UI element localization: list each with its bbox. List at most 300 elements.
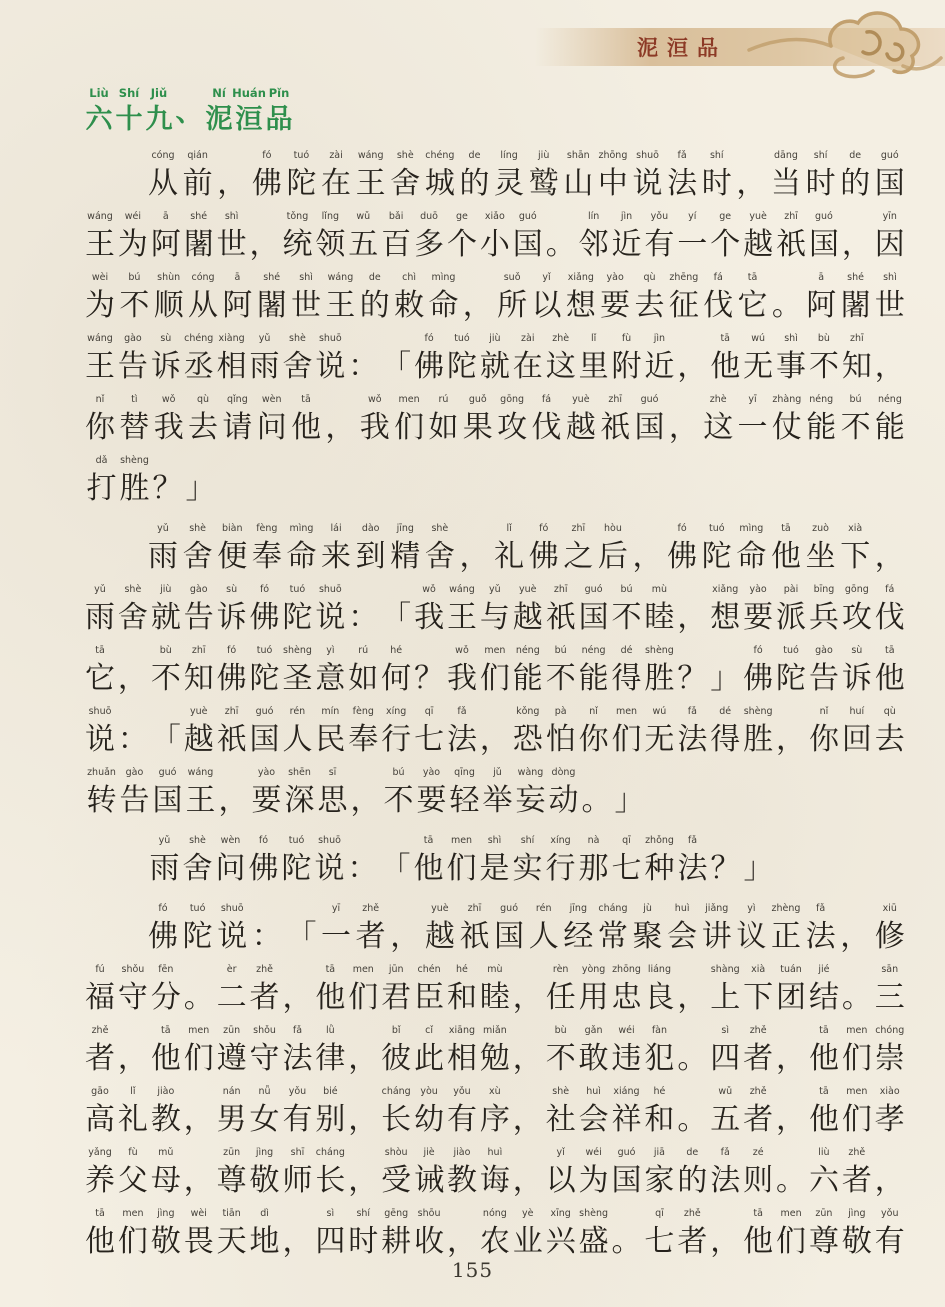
hanzi-character: 诉 [841, 661, 872, 696]
pinyin-annotation: jiù [538, 150, 550, 161]
hanzi-character: 世 [291, 288, 322, 323]
ruby-cell [710, 963, 740, 1024]
pinyin-annotation: dé [620, 645, 633, 656]
ruby-cell [633, 522, 663, 583]
pinyin-annotation: jìn [620, 211, 633, 222]
pinyin-annotation: tuó [293, 150, 310, 161]
pinyin-annotation: yào [749, 584, 767, 595]
hanzi-character: 去 [874, 722, 905, 757]
text-line [85, 644, 905, 705]
ruby-cell [348, 583, 378, 644]
hanzi-character: 里 [578, 349, 609, 384]
ruby-cell [809, 1024, 839, 1085]
pinyin-annotation: fǎ [292, 1025, 303, 1036]
hanzi-character: 、 [175, 97, 203, 128]
pinyin-annotation: shēn [288, 767, 311, 778]
hanzi-character: 下 [743, 980, 774, 1015]
ruby-cell [414, 705, 444, 766]
ruby-cell [513, 332, 543, 393]
hanzi-character: 时 [348, 1224, 379, 1259]
pinyin-annotation: fó [258, 835, 269, 846]
pinyin-annotation: fàn [651, 1025, 667, 1036]
pinyin-annotation: jiè [423, 1147, 435, 1158]
ruby-cell [480, 1146, 510, 1207]
pinyin-annotation: tā [325, 964, 336, 975]
ruby-cell [348, 963, 378, 1024]
hanzi-character: 奉 [348, 722, 379, 757]
hanzi-character: 。 [581, 783, 612, 818]
ruby-cell [643, 834, 676, 895]
ruby-cell [447, 1085, 477, 1146]
pinyin-annotation: yào [422, 767, 441, 778]
pinyin-annotation: guǒ [468, 394, 487, 405]
hanzi-character: 法 [710, 1163, 741, 1198]
pinyin-annotation: bīng [813, 584, 835, 595]
ruby-cell [644, 963, 674, 1024]
hanzi-character: 闍 [256, 288, 287, 323]
hanzi-character: 「 [286, 919, 317, 954]
pinyin-annotation: shì [883, 272, 897, 283]
hanzi-character: 以 [531, 288, 562, 323]
hanzi-character: 诉 [216, 600, 247, 635]
pinyin-annotation: gōng [844, 584, 869, 595]
hanzi-character: 在 [321, 166, 352, 201]
pinyin-annotation: guó [640, 394, 659, 405]
pinyin-annotation: fǎ [720, 1147, 730, 1158]
ruby-cell [448, 766, 481, 827]
ruby-cell [184, 1146, 214, 1207]
ruby-cell [144, 87, 174, 136]
pinyin-annotation: wáng [87, 211, 113, 222]
ruby-cell [544, 834, 577, 895]
hanzi-character: 佛 [148, 919, 178, 954]
text-line [85, 834, 905, 895]
ruby-cell [463, 393, 493, 454]
hanzi-character: 敢 [578, 1041, 609, 1076]
ruby-cell [513, 705, 543, 766]
ruby-cell [381, 1024, 411, 1085]
hanzi-character: 命 [286, 539, 317, 574]
pinyin-annotation: huì [674, 903, 690, 914]
ruby-cell [315, 210, 345, 271]
ruby-cell [463, 271, 493, 332]
hanzi-character: 佛 [249, 600, 280, 635]
pinyin-annotation: zhī [571, 523, 586, 534]
pinyin-annotation: wǒ [422, 584, 436, 595]
ruby-cell [644, 210, 674, 271]
hanzi-character: 尊 [216, 1163, 247, 1198]
pinyin-annotation: tì [131, 394, 138, 405]
ruby-cell [85, 332, 115, 393]
pinyin-annotation: jìng [157, 1208, 175, 1219]
pinyin-annotation: yǔ [258, 333, 271, 344]
pinyin-annotation: zài [329, 150, 343, 161]
ruby-cell [348, 705, 378, 766]
ruby-cell [447, 210, 477, 271]
hanzi-character: 与 [479, 600, 510, 635]
hanzi-character: 讲 [701, 919, 732, 954]
ruby-cell [710, 644, 740, 705]
ruby-cell [414, 644, 444, 705]
ruby-cell [348, 210, 378, 271]
ruby-cell [546, 705, 576, 766]
ruby-cell [514, 766, 547, 827]
hanzi-character: 」 [614, 783, 645, 818]
pinyin-annotation: gǎn [584, 1025, 603, 1036]
hanzi-character: 佛 [743, 661, 774, 696]
ruby-cell [577, 834, 610, 895]
hanzi-character: 地 [249, 1224, 280, 1259]
pinyin-annotation: fǎ [815, 903, 826, 914]
ruby-cell [743, 332, 773, 393]
hanzi-character: 知 [841, 349, 872, 384]
hanzi-character: 告 [808, 661, 839, 696]
pinyin-annotation: zhēng [669, 272, 699, 283]
page-number: 155 [451, 1258, 494, 1282]
pinyin-annotation: jiǎng [705, 903, 729, 914]
hanzi-character: ， [677, 980, 708, 1015]
pinyin-annotation: zhī [191, 645, 206, 656]
pinyin-annotation: men [780, 1208, 802, 1219]
hanzi-character: 问 [256, 410, 287, 445]
pinyin-annotation: nǐ [589, 706, 598, 717]
hanzi-character: 和 [446, 980, 477, 1015]
ruby-cell [875, 705, 905, 766]
ruby-cell [447, 963, 477, 1024]
ruby-cell [222, 271, 252, 332]
hanzi-character: 附 [611, 349, 642, 384]
pinyin-annotation: yǒu [453, 1086, 471, 1097]
ruby-cell [480, 583, 510, 644]
hanzi-character: ， [512, 1041, 543, 1076]
hanzi-character: 」 [185, 471, 216, 506]
pinyin-annotation: shí [813, 150, 828, 161]
hanzi-character: 能 [874, 410, 905, 445]
hanzi-character: 是 [479, 851, 510, 886]
ruby-cell [743, 644, 773, 705]
pinyin-annotation: wéi [124, 211, 142, 222]
ruby-cell [85, 963, 115, 1024]
hanzi-character: 问 [215, 851, 246, 886]
hanzi-character: 王 [185, 783, 216, 818]
ruby-cell [529, 149, 559, 210]
hanzi-character: 领 [315, 227, 346, 262]
ruby-cell [325, 393, 355, 454]
hanzi-character: 越 [565, 410, 596, 445]
ruby-cell [809, 1146, 839, 1207]
ruby-cell [806, 393, 836, 454]
hanzi-character: 恐 [512, 722, 543, 757]
ruby-cell [222, 393, 252, 454]
pinyin-annotation: jūn [388, 964, 404, 975]
ruby-cell [842, 1085, 872, 1146]
hanzi-character: 伐 [703, 288, 734, 323]
hanzi-character: 。 [776, 1163, 807, 1198]
pinyin-annotation: shèng [283, 645, 312, 656]
pinyin-annotation: fēn [158, 964, 174, 975]
pinyin-annotation: fǎ [457, 706, 467, 717]
ruby-cell [494, 902, 524, 963]
ruby-cell [875, 332, 905, 393]
pinyin-annotation: wǔ [356, 211, 371, 222]
hanzi-character: 有 [282, 1102, 313, 1137]
hanzi-character: 中 [597, 166, 628, 201]
hanzi-character: 一 [737, 410, 768, 445]
hanzi-character: 民 [315, 722, 346, 757]
hanzi-character: ： [348, 349, 379, 384]
hanzi-character: 农 [479, 1224, 510, 1259]
hanzi-character: 法 [667, 166, 698, 201]
hanzi-character: 「 [381, 349, 412, 384]
hanzi-character: 有 [874, 1224, 905, 1259]
hanzi-character: 臣 [414, 980, 445, 1015]
hanzi-character: ， [776, 1102, 807, 1137]
hanzi-character: 去 [188, 410, 219, 445]
ruby-cell [356, 522, 386, 583]
hanzi-character: ， [390, 919, 421, 954]
hanzi-character: 议 [736, 919, 767, 954]
ruby-cell [842, 332, 872, 393]
pinyin-annotation: guó [518, 211, 537, 222]
hanzi-character: 他 [808, 1102, 839, 1137]
hanzi-character: 。 [771, 288, 802, 323]
ruby-cell [428, 271, 458, 332]
hanzi-character: 种 [644, 851, 675, 886]
pinyin-annotation: yì [747, 903, 756, 914]
hanzi-character: 知 [183, 661, 214, 696]
ruby-cell [480, 963, 510, 1024]
hanzi-character: 世 [874, 288, 905, 323]
pinyin-annotation: zài [521, 333, 535, 344]
hanzi-character: 二 [216, 980, 247, 1015]
pinyin-annotation: shí [520, 835, 535, 846]
pinyin-annotation: men [484, 645, 506, 656]
hanzi-character: 国 [152, 783, 183, 818]
pinyin-annotation: shè [189, 523, 207, 534]
pinyin-annotation: wáng [449, 584, 475, 595]
ruby-cell [738, 271, 768, 332]
ruby-cell [710, 210, 740, 271]
hanzi-character: 伐 [874, 600, 905, 635]
pinyin-annotation: tā [884, 645, 895, 656]
pinyin-annotation: shè [396, 150, 414, 161]
hanzi-character: 要 [743, 600, 774, 635]
pinyin-annotation: yuè [519, 584, 537, 595]
pinyin-annotation: tiān [222, 1208, 241, 1219]
ruby-cell [84, 87, 114, 136]
pinyin-annotation: liáng [647, 964, 671, 975]
ruby-cell [321, 902, 351, 963]
pinyin-annotation: guó [500, 903, 519, 914]
ruby-cell [257, 271, 287, 332]
hanzi-character: 无 [743, 349, 774, 384]
ruby-cell [547, 766, 580, 827]
ruby-cell [776, 210, 806, 271]
pinyin-annotation: fèng [352, 706, 374, 717]
hanzi-character: 打 [86, 471, 117, 506]
ruby-cell [579, 583, 609, 644]
hanzi-character: 圣 [282, 661, 313, 696]
hanzi-character: 法 [677, 851, 708, 886]
hanzi-character: 天 [216, 1224, 247, 1259]
hanzi-character: ， [677, 600, 708, 635]
ruby-cell [217, 1085, 247, 1146]
hanzi-character: ， [117, 1041, 148, 1076]
pinyin-annotation: bú [849, 394, 862, 405]
pinyin-annotation: tā [819, 1025, 829, 1036]
ruby-cell [217, 1146, 247, 1207]
ruby-cell [174, 80, 204, 129]
ruby-cell [85, 271, 115, 332]
pinyin-annotation: dǎ [95, 455, 108, 466]
ruby-cell [85, 766, 118, 827]
ruby-cell [809, 963, 839, 1024]
pinyin-annotation: èr [226, 964, 237, 975]
hanzi-character: 事 [776, 349, 807, 384]
hanzi-character: 雨 [149, 851, 180, 886]
pinyin-annotation: zhī [608, 394, 622, 405]
hanzi-character: ， [350, 783, 381, 818]
hanzi-character: ， [776, 722, 807, 757]
ruby-cell [184, 963, 214, 1024]
hanzi-character: 越 [424, 919, 455, 954]
ruby-cell [635, 393, 665, 454]
ruby-cell [531, 271, 561, 332]
pinyin-annotation: guó [880, 150, 899, 161]
hanzi-character: 和 [644, 1102, 675, 1137]
hanzi-character: ， [632, 539, 663, 574]
pinyin-annotation: yī [748, 394, 757, 405]
hanzi-character: 国 [611, 1163, 642, 1198]
pinyin-annotation: shì [784, 333, 798, 344]
pinyin-annotation: ā [818, 272, 825, 283]
hanzi-character: 相 [446, 1041, 477, 1076]
hanzi-character: 近 [611, 227, 642, 262]
pinyin-annotation: huì [586, 1086, 601, 1097]
pinyin-annotation: sì [326, 1208, 335, 1219]
hanzi-character: 祥 [611, 1102, 642, 1137]
pinyin-annotation: qī [424, 706, 434, 717]
pinyin-annotation: chén [417, 964, 441, 975]
pinyin-annotation: zhī [224, 706, 239, 717]
pinyin-annotation: miǎn [483, 1025, 507, 1036]
ruby-cell [776, 583, 806, 644]
ruby-cell [148, 522, 178, 583]
hanzi-character: ， [249, 227, 280, 262]
hanzi-character: 分 [150, 980, 181, 1015]
hanzi-character: 睦 [479, 980, 510, 1015]
hanzi-character: 陀 [282, 600, 313, 635]
hanzi-character: 轻 [449, 783, 480, 818]
pinyin-annotation: xiǎo [484, 211, 505, 222]
pinyin-annotation: tǒng [286, 211, 309, 222]
hanzi-character: 个 [446, 227, 477, 262]
pinyin-annotation: mìng [739, 523, 764, 534]
hanzi-character: 雨 [249, 349, 280, 384]
pinyin-annotation: jīng [569, 903, 587, 914]
ruby-cell [743, 1085, 773, 1146]
pinyin-annotation: shè [124, 584, 142, 595]
hanzi-character: ， [282, 980, 313, 1015]
pinyin-annotation: shǒu [121, 964, 145, 975]
ruby-cell [546, 210, 576, 271]
hanzi-character: 阿 [806, 288, 837, 323]
ruby-cell [184, 1085, 214, 1146]
pinyin-annotation: fó [539, 523, 549, 534]
hanzi-character: ： [348, 600, 379, 635]
ruby-cell [348, 644, 378, 705]
ruby-cell [776, 1146, 806, 1207]
ruby-cell [677, 644, 707, 705]
ruby-cell [513, 963, 543, 1024]
pinyin-annotation: cháng [315, 1147, 345, 1158]
pinyin-annotation: yào [257, 767, 276, 778]
hanzi-character: 征 [668, 288, 699, 323]
text-line [85, 149, 905, 210]
hanzi-character: 请 [222, 410, 253, 445]
hanzi-character: 序 [479, 1102, 510, 1137]
hanzi-character: 君 [381, 980, 412, 1015]
pinyin-annotation: jiào [453, 1147, 471, 1158]
ruby-cell [184, 1024, 214, 1085]
pinyin-annotation: huí [849, 706, 865, 717]
pinyin-annotation: fó [158, 903, 168, 914]
pinyin-annotation: jìng [255, 1147, 274, 1158]
pinyin-annotation: jǔ [493, 767, 502, 778]
ruby-cell [315, 1146, 345, 1207]
pinyin-annotation: shì [299, 272, 313, 283]
hanzi-character: 从 [188, 288, 219, 323]
pinyin-annotation: lǐ [506, 523, 512, 534]
pinyin-annotation: bú [620, 584, 633, 595]
hanzi-character: 。 [677, 1041, 708, 1076]
ruby-cell [736, 902, 766, 963]
pinyin-annotation: wáng [87, 333, 113, 344]
ruby-cell [184, 332, 214, 393]
pinyin-annotation: ā [162, 211, 169, 222]
ruby-cell [875, 149, 905, 210]
pinyin-annotation: jù [643, 903, 652, 914]
hanzi-character: 者 [249, 980, 280, 1015]
hanzi-character: 说 [632, 166, 663, 201]
ruby-cell [85, 1085, 115, 1146]
hanzi-character: 城 [424, 166, 455, 201]
hanzi-character: 不 [119, 288, 150, 323]
hanzi-character: 陀 [701, 539, 732, 574]
pinyin-annotation: yīn [882, 211, 897, 222]
pinyin-annotation: cháng [381, 1086, 411, 1097]
hanzi-character: 攻 [497, 410, 528, 445]
hanzi-character: 果 [462, 410, 493, 445]
hanzi-character: 经 [563, 919, 594, 954]
hanzi-character: 小 [479, 227, 510, 262]
ruby-cell [315, 1085, 345, 1146]
ruby-cell [151, 332, 181, 393]
hanzi-character: 意 [315, 661, 346, 696]
ruby-cell [743, 1146, 773, 1207]
pinyin-annotation: bù [554, 1025, 567, 1036]
pinyin-annotation: yào [606, 272, 624, 283]
pinyin-annotation: bú [128, 272, 141, 283]
ruby-cell [612, 583, 642, 644]
hanzi-character: 胜 [743, 722, 774, 757]
hanzi-character: 别 [315, 1102, 346, 1137]
hanzi-character: 他 [770, 539, 801, 574]
ruby-cell [563, 522, 593, 583]
hanzi-character: 人 [528, 919, 559, 954]
hanzi-character: 说 [217, 919, 248, 954]
hanzi-character: 得 [710, 722, 741, 757]
